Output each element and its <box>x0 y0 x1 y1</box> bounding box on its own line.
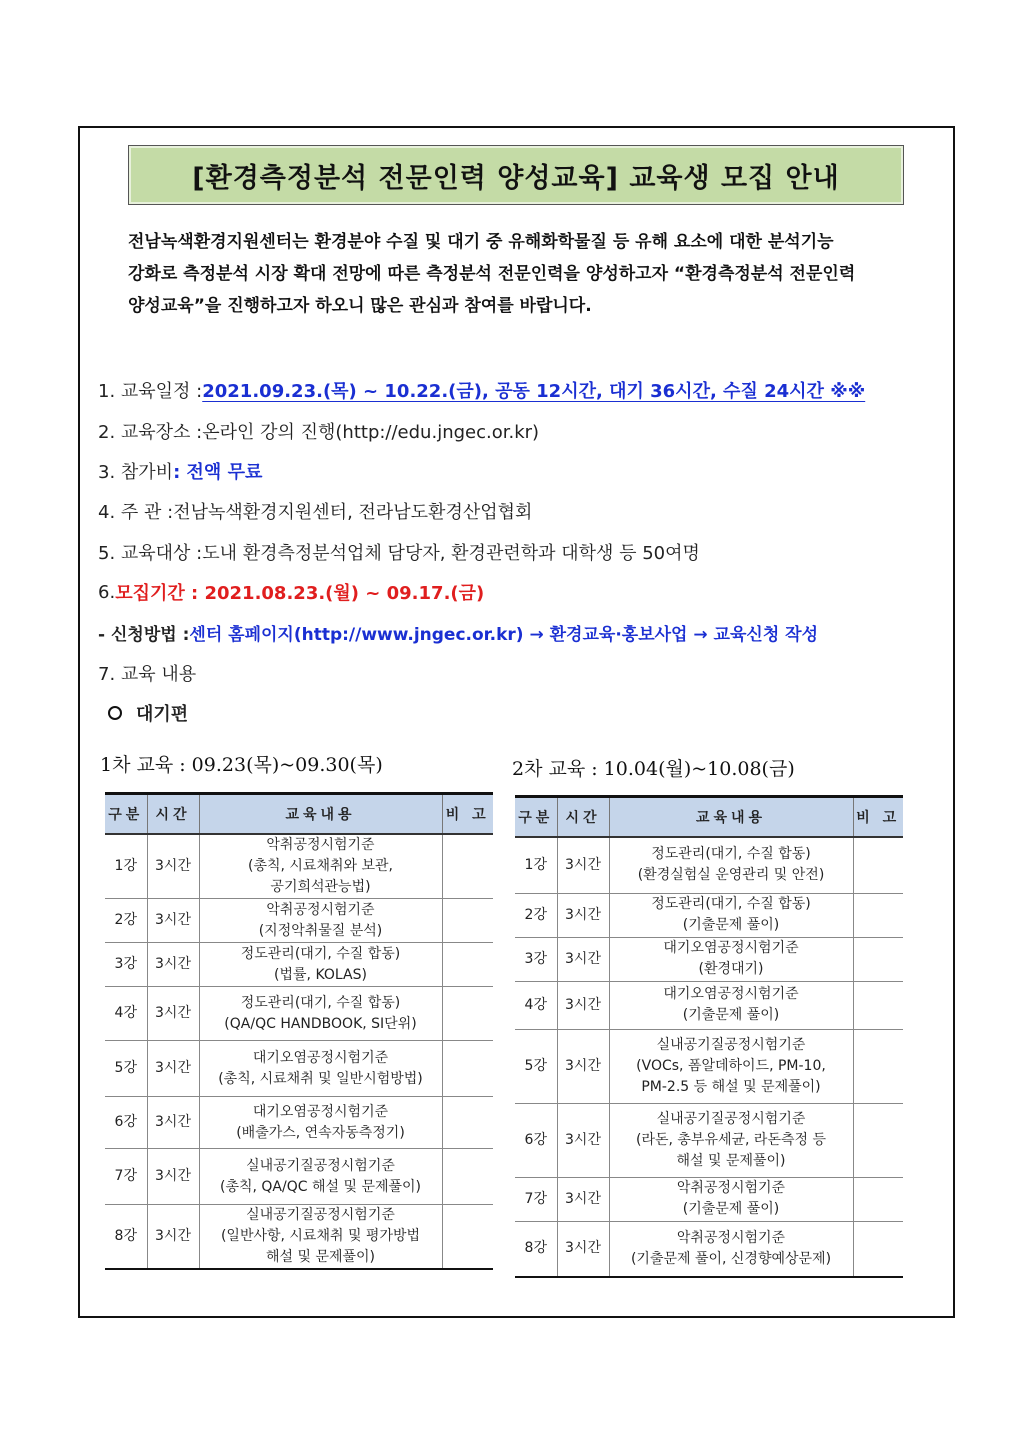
note-cell <box>853 1029 903 1103</box>
lecture-cell: 6강 <box>515 1103 557 1177</box>
lecture-cell: 4강 <box>515 981 557 1029</box>
note-cell <box>853 893 903 937</box>
content-cell: 대기오염공정시험기준 (총칙, 시료채취 및 일반시험방법) <box>199 1041 442 1097</box>
round1-body <box>105 834 493 1269</box>
note-cell <box>853 1177 903 1221</box>
content-cell: 악취공정시험기준 (기출문제 풀이, 신경향예상문제) <box>609 1221 853 1277</box>
fee-item <box>98 451 938 491</box>
lecture-cell: 5강 <box>515 1029 557 1103</box>
table-row <box>105 1205 493 1270</box>
note-cell <box>853 837 903 893</box>
hours-cell: 3시간 <box>557 1029 609 1103</box>
table-header-row <box>105 794 493 835</box>
lecture-cell: 1강 <box>105 834 147 899</box>
schedule-value: 2021.09.23.(목) ~ 10.22.(금), 공동 12시간, 대기 36시간, 수질 24시간 ※※ <box>202 381 866 403</box>
target-item <box>98 532 938 572</box>
host-item <box>98 491 938 531</box>
hours-cell: 3시간 <box>557 1103 609 1177</box>
lecture-cell: 4강 <box>105 987 147 1041</box>
hours-cell: 3시간 <box>147 899 199 943</box>
lecture-cell: 5강 <box>105 1041 147 1097</box>
content-cell: 대기오염공정시험기준 (환경대기) <box>609 937 853 981</box>
round1-table <box>105 792 493 1270</box>
content-cell: 대기오염공정시험기준 (기출문제 풀이) <box>609 981 853 1029</box>
note-cell <box>442 1041 493 1097</box>
hours-cell: 3시간 <box>147 1097 199 1149</box>
content-label: 7. 교육 내용 <box>98 663 197 685</box>
content-cell: 정도관리(대기, 수질 합동) (법률, KOLAS) <box>199 943 442 987</box>
table-row <box>105 899 493 943</box>
content-cell: 악취공정시험기준 (기출문제 풀이) <box>609 1177 853 1221</box>
note-cell <box>442 899 493 943</box>
target-label: 5. 교육대상 : <box>98 542 203 564</box>
schedule-item <box>98 370 938 410</box>
period-number: 6. <box>98 581 116 603</box>
lecture-cell: 6강 <box>105 1097 147 1149</box>
content-cell: 악취공정시험기준 (지정악취물질 분석) <box>199 899 442 943</box>
table-row <box>105 1097 493 1149</box>
content-cell: 정도관리(대기, 수질 합동) (기출문제 풀이) <box>609 893 853 937</box>
hours-cell: 3시간 <box>147 834 199 899</box>
table-row <box>515 837 903 893</box>
fee-value: : 전액 무료 <box>173 461 263 483</box>
info-list <box>98 370 938 734</box>
round1-title: 1차 교육 : 09.23(목)~09.30(목) <box>100 754 383 776</box>
host-value: 전남녹색환경지원센터, 전라남도환경산업협회 <box>173 502 533 524</box>
content-cell: 악취공정시험기준 (총칙, 시료채취와 보관, 공기희석관능법) <box>199 834 442 899</box>
lecture-cell: 8강 <box>105 1205 147 1270</box>
place-item <box>98 410 938 450</box>
hours-cell: 3시간 <box>557 1221 609 1277</box>
apply-label: - 신청방법 : <box>98 625 190 646</box>
table-row <box>515 893 903 937</box>
lecture-cell: 3강 <box>515 937 557 981</box>
intro-line: 강화로 측정분석 시장 확대 전망에 따른 측정분석 전문인력을 양성하고자 “환경측정분석 전문인력 <box>128 264 856 284</box>
content-cell: 실내공기질공정시험기준 (VOCs, 폼알데하이드, PM-10, PM-2.5 등 해설 및 문제풀이) <box>609 1029 853 1103</box>
table-row <box>105 834 493 899</box>
hours-cell: 3시간 <box>557 893 609 937</box>
lecture-cell: 2강 <box>515 893 557 937</box>
section-item <box>98 693 938 733</box>
target-value: 도내 환경측정분석업체 담당자, 환경관련학과 대학생 등 50여명 <box>202 542 700 564</box>
header-note: 비 고 <box>853 797 903 838</box>
apply-value: 센터 홈페이지(http://www.jngec.or.kr) → 환경교육·홍보사업 → 교육신청 작성 <box>189 625 819 646</box>
hours-cell: 3시간 <box>557 937 609 981</box>
table-row <box>105 943 493 987</box>
period-value: 모집기간 : 2021.08.23.(월) ~ 09.17.(금) <box>115 583 485 605</box>
section-label: 대기편 <box>136 704 189 726</box>
content-item <box>98 653 938 693</box>
fee-label: 3. 참가비 <box>98 461 174 483</box>
lecture-cell: 3강 <box>105 943 147 987</box>
apply-item <box>98 612 938 652</box>
header-division: 구분 <box>515 797 557 838</box>
header-time: 시간 <box>557 797 609 838</box>
hours-cell: 3시간 <box>557 837 609 893</box>
note-cell <box>853 1221 903 1277</box>
circle-bullet-icon <box>108 706 122 720</box>
note-cell <box>853 981 903 1029</box>
table-row <box>105 987 493 1041</box>
table-row <box>105 1149 493 1205</box>
note-cell <box>442 834 493 899</box>
lecture-cell: 7강 <box>105 1149 147 1205</box>
content-cell: 정도관리(대기, 수질 합동) (환경실험실 운영관리 및 안전) <box>609 837 853 893</box>
table-row <box>515 937 903 981</box>
schedule-label: 1. 교육일정 : <box>98 381 203 403</box>
round2-title: 2차 교육 : 10.04(월)~10.08(금) <box>512 758 795 780</box>
note-cell <box>442 987 493 1041</box>
content-cell: 실내공기질공정시험기준 (일반사항, 시료채취 및 평가방법 해설 및 문제풀이) <box>199 1205 442 1270</box>
note-cell <box>853 937 903 981</box>
content-cell: 실내공기질공정시험기준 (총칙, QA/QC 해설 및 문제풀이) <box>199 1149 442 1205</box>
hours-cell: 3시간 <box>147 1205 199 1270</box>
hours-cell: 3시간 <box>147 943 199 987</box>
note-cell <box>853 1103 903 1177</box>
table-row <box>515 1221 903 1277</box>
hours-cell: 3시간 <box>147 1041 199 1097</box>
hours-cell: 3시간 <box>147 987 199 1041</box>
table-row <box>515 1029 903 1103</box>
content-cell: 대기오염공정시험기준 (배출가스, 연속자동측정기) <box>199 1097 442 1149</box>
table-row <box>515 981 903 1029</box>
lecture-cell: 2강 <box>105 899 147 943</box>
hours-cell: 3시간 <box>557 1177 609 1221</box>
round2-table <box>515 795 903 1278</box>
table-header-row <box>515 797 903 838</box>
hours-cell: 3시간 <box>147 1149 199 1205</box>
round2-body <box>515 837 903 1277</box>
intro-line: 양성교육”을 진행하고자 하오니 많은 관심과 참여를 바랍니다. <box>128 296 592 316</box>
header-content: 교육내용 <box>609 797 853 838</box>
host-label: 4. 주 관 : <box>98 502 174 524</box>
note-cell <box>442 943 493 987</box>
table-row <box>105 1041 493 1097</box>
header-time: 시간 <box>147 794 199 835</box>
place-value: 온라인 강의 진행(http://edu.jngec.or.kr) <box>202 421 540 443</box>
lecture-cell: 7강 <box>515 1177 557 1221</box>
period-item <box>98 572 938 612</box>
page-title: [환경측정분석 전문인력 양성교육] 교육생 모집 안내 <box>128 145 904 205</box>
intro-paragraph <box>128 226 948 322</box>
lecture-cell: 1강 <box>515 837 557 893</box>
header-content: 교육내용 <box>199 794 442 835</box>
header-division: 구분 <box>105 794 147 835</box>
place-label: 2. 교육장소 : <box>98 421 203 443</box>
header-note: 비 고 <box>442 794 493 835</box>
content-cell: 정도관리(대기, 수질 합동) (QA/QC HANDBOOK, SI단위) <box>199 987 442 1041</box>
note-cell <box>442 1097 493 1149</box>
note-cell <box>442 1205 493 1270</box>
intro-line: 전남녹색환경지원센터는 환경분야 수질 및 대기 중 유해화학물질 등 유해 요소에 대한 분석기능 <box>128 232 834 252</box>
lecture-cell: 8강 <box>515 1221 557 1277</box>
table-row <box>515 1177 903 1221</box>
note-cell <box>442 1149 493 1205</box>
table-row <box>515 1103 903 1177</box>
content-cell: 실내공기질공정시험기준 (라돈, 총부유세균, 라돈측정 등 해설 및 문제풀이) <box>609 1103 853 1177</box>
hours-cell: 3시간 <box>557 981 609 1029</box>
